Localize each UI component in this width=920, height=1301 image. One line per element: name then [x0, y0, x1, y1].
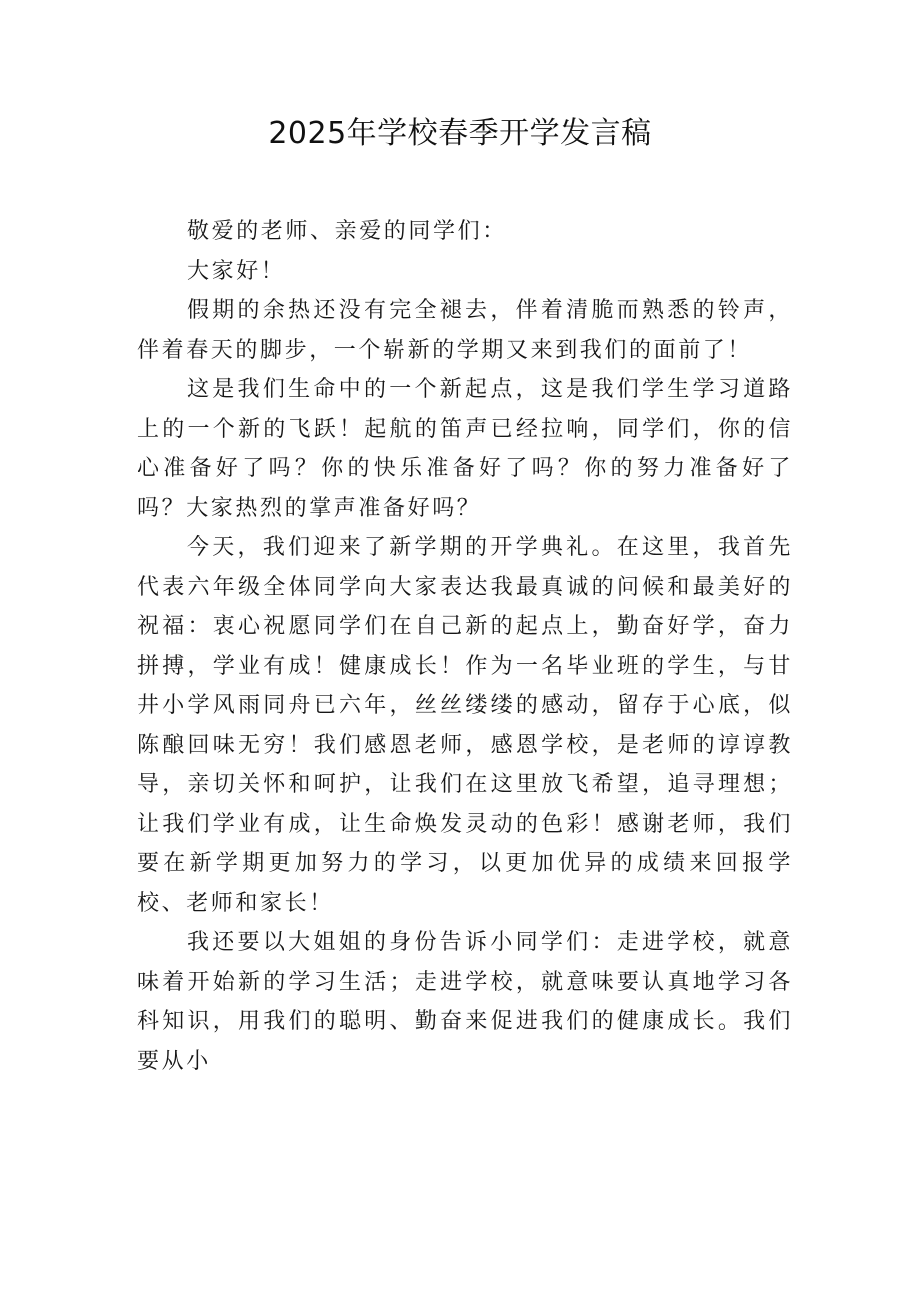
document-title: 2025年学校春季开学发言稿 — [268, 116, 652, 151]
paragraph: 假期的余热还没有完全褪去，伴着清脆而熟悉的铃声，伴着春天的脚步，一个崭新的学期又来到我们的面前了！ — [137, 298, 793, 363]
paragraph: 今天，我们迎来了新学期的开学典礼。在这里，我首先代表六年级全体同学向大家表达我最真诚的问候和最美好的祝福：衷心祝愿同学们在自己新的起点上，勤奋好学，奋力拼搏，学业有成！健康成长！作为一名毕业班的学生，与甘井小学风雨同舟已六年，丝丝缕缕的感动，留存于心底，似陈酿回味无穷！我们感恩老师，感恩学校，是老师的谆谆教导，亲切关怀和呵护，让我们在这里放飞希望，追寻理想；让我们学业有成，让生命焕发灵动的色彩！感谢老师，我们要在新学期更加努力的学习，以更加优异的成绩来回报学校、老师和家长！ — [137, 535, 793, 916]
paragraph: 我还要以大姐姐的身份告诉小同学们：走进学校，就意味着开始新的学习生活；走进学校，就意味要认真地学习各科知识，用我们的聪明、勤奋来促进我们的健康成长。我们要从小 — [137, 930, 793, 1074]
greeting: 大家好！ — [187, 258, 286, 284]
paragraph: 这是我们生命中的一个新起点，这是我们学生学习道路上的一个新的飞跃！起航的笛声已经拉响，同学们，你的信心准备好了吗？你的快乐准备好了吗？你的努力准备好了吗？大家热烈的掌声准备好吗？ — [137, 377, 793, 521]
salutation: 敬爱的老师、亲爱的同学们： — [187, 219, 507, 244]
document-body — [137, 212, 793, 1081]
